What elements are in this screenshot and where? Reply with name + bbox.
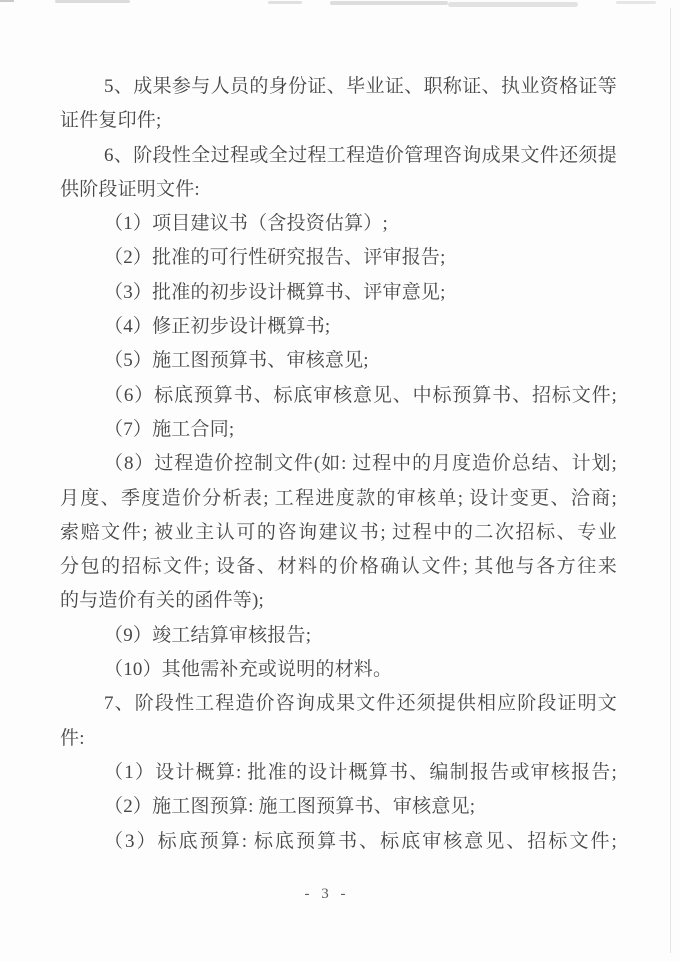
doc-line: 件: [60,727,85,749]
doc-line: （5）施工图预算书、审核意见; [104,350,369,372]
doc-line: 证件复印件; [60,110,162,132]
doc-line: （3）标底预算: 标底预算书、标底审核意见、招标文件; [104,830,617,852]
doc-line: 供阶段证明文件: [60,178,200,200]
doc-line: （1）设计概算: 批准的设计概算书、编制报告或审核报告; [104,761,617,783]
doc-line: 索赔文件; 被业主认可的咨询建议书; 过程中的二次招标、专业 [60,521,617,543]
doc-line: （8）过程造价控制文件(如: 过程中的月度造价总结、计划; [104,453,617,475]
document-body [60,70,617,859]
doc-line: （9）竣工结算审核报告; [104,624,312,646]
scan-artifact [0,0,14,2]
doc-line: （10）其他需补充或说明的材料。 [104,659,393,681]
scan-artifact [448,2,578,7]
doc-line: （6）标底预算书、标底审核意见、中标预算书、招标文件; [104,384,617,406]
doc-line: 分包的招标文件; 设备、材料的价格确认文件; 其他与各方往来 [60,556,617,578]
doc-line: 的与造价有关的函件等); [60,590,265,612]
scan-artifact [55,0,130,3]
doc-line: （1）项目建议书（含投资估算）; [104,213,388,235]
page-number: - 3 - [304,886,350,902]
doc-line: （4）修正初步设计概算书; [104,316,331,338]
doc-line: （2）施工图预算: 施工图预算书、审核意见; [104,796,476,818]
doc-line: （3）批准的初步设计概算书、评审意见; [104,281,446,303]
scan-page-edge [670,8,671,953]
doc-line: （7）施工合同; [104,418,235,440]
scan-artifact [268,1,302,4]
scan-artifact [616,1,656,4]
doc-line: 月度、季度造价分析表; 工程进度款的审核单; 设计变更、洽商; [60,487,617,509]
doc-line: 7、阶段性工程造价咨询成果文件还须提供相应阶段证明文 [104,693,617,715]
doc-line: 6、阶段性全过程或全过程工程造价管理咨询成果文件还须提 [104,144,617,166]
scan-artifact [330,1,448,5]
doc-line: （2）批准的可行性研究报告、评审报告; [104,247,446,269]
doc-line: 5、成果参与人员的身份证、毕业证、职称证、执业资格证等 [104,76,617,97]
